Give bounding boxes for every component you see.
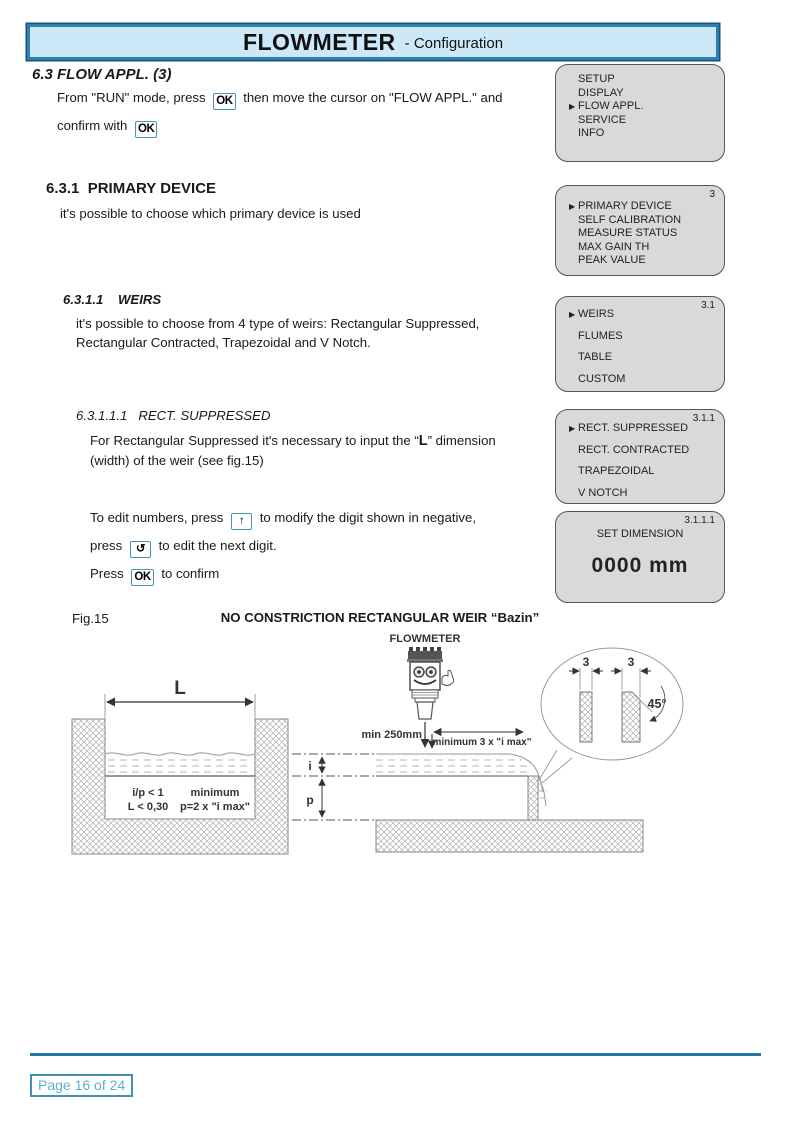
menu-item	[569, 483, 724, 505]
text-run: press	[90, 538, 123, 553]
detail-angle-label: 45°	[647, 697, 667, 711]
flowmeter-label: FLOWMETER	[389, 633, 461, 645]
text-line	[90, 564, 560, 586]
menu-item-label: FLUMES	[578, 329, 623, 342]
dim-i-label: i	[308, 759, 312, 773]
menu-item-label: SERVICE	[578, 113, 627, 126]
heading-weirs: 6.3.1.1 WEIRS	[63, 292, 162, 307]
menu-item	[569, 254, 724, 268]
text-run: From "RUN" mode, press	[57, 90, 206, 105]
menu-item-selected	[569, 100, 724, 114]
detail-dim2-label: 3	[627, 655, 635, 669]
heading-primary-device: 6.3.1 PRIMARY DEVICE	[46, 180, 217, 197]
menu-item	[569, 326, 724, 348]
minimum-line1: minimum	[190, 787, 240, 799]
menu-item-label: PRIMARY DEVICE	[578, 200, 672, 212]
cursor-spacer	[569, 483, 578, 505]
menu-item-label: CUSTOM	[578, 372, 626, 385]
cursor-icon: ▶	[569, 424, 576, 433]
menu-item-label: RECT. SUPPRESSED	[578, 422, 689, 434]
cursor-icon: ▶	[569, 102, 576, 111]
up-arrow-key-icon: ↑	[231, 513, 252, 530]
figure-label: Fig.15	[72, 611, 109, 626]
text-line	[90, 536, 560, 558]
text-line	[90, 508, 560, 530]
text-run: For Rectangular Suppressed it's necessary to input the “	[90, 433, 419, 448]
menu-item-label: MAX GAIN TH	[578, 240, 650, 253]
text-line: (width) of the weir (see fig.15)	[90, 453, 264, 468]
footer-divider	[30, 1053, 761, 1056]
menu-item	[569, 127, 724, 141]
cursor-spacer	[569, 73, 578, 87]
text-line	[57, 88, 537, 110]
ok-key-icon: OK	[213, 93, 235, 110]
cursor-spacer	[569, 440, 578, 462]
text-run: to confirm	[161, 566, 220, 581]
cursor-spacer	[569, 369, 578, 391]
level-dimensions	[292, 754, 376, 820]
paragraph-edit-numbers	[90, 508, 560, 592]
menu-item	[569, 87, 724, 101]
menu-level-number: 3	[709, 189, 715, 200]
text-run: confirm with	[57, 118, 128, 133]
minimum-line2: p=2 x "i max"	[179, 801, 251, 813]
lcd-menu-main	[555, 64, 725, 162]
lcd-menu-primary-device	[555, 296, 725, 392]
cursor-spacer	[569, 127, 578, 141]
page-subtitle: - Configuration	[404, 35, 504, 52]
menu-item-label: SETUP	[578, 73, 615, 85]
menu-item-label: TABLE	[578, 351, 613, 363]
cursor-spacer	[569, 114, 578, 128]
text-line	[90, 431, 550, 451]
menu-item	[569, 214, 724, 228]
menu-item-label: V NOTCH	[578, 486, 628, 499]
cursor-spacer	[569, 347, 578, 369]
menu-item-label: FLOW APPL.	[578, 100, 644, 112]
menu-item	[569, 369, 724, 391]
cursor-spacer	[569, 214, 578, 228]
set-dimension-value: 0000 mm	[591, 554, 689, 577]
menu-item-label: RECT. CONTRACTED	[578, 443, 690, 456]
menu-item	[569, 461, 724, 483]
side-view	[376, 754, 643, 852]
figure-diagram	[60, 628, 720, 884]
menu-item-label: MEASURE STATUS	[578, 227, 678, 239]
paragraph-weirs: it's possible to choose from 4 type of weirs: Rectangular Suppressed, Rectangular Contracted, Trapezoidal and V Notch.	[76, 316, 480, 350]
menu-item	[569, 73, 724, 87]
menu-level-number: 3.1.1.1	[684, 515, 715, 526]
cursor-icon: ▶	[569, 202, 576, 211]
text-run: Press	[90, 566, 124, 581]
rotate-key-icon: ↺	[130, 541, 151, 558]
heading-rect-suppressed: 6.3.1.1.1 RECT. SUPPRESSED	[76, 408, 271, 423]
page-title: FLOWMETER	[242, 28, 396, 55]
ok-key-icon: OK	[131, 569, 153, 586]
cursor-spacer	[569, 241, 578, 255]
menu-item-label: INFO	[578, 127, 605, 139]
condition-line2: L < 0,30	[127, 801, 169, 813]
cursor-spacer	[569, 254, 578, 268]
page-header	[27, 24, 719, 60]
min-horizontal-label: minimum 3 x "i max"	[432, 737, 532, 748]
detail-dim1-label: 3	[582, 655, 590, 669]
text-run: ” dimension	[427, 433, 496, 448]
menu-item	[569, 347, 724, 369]
text-run: to modify the digit shown in negative,	[259, 510, 477, 525]
cursor-icon: ▶	[569, 310, 576, 319]
paragraph-flow-appl	[57, 88, 537, 144]
paragraph-rect-suppressed	[90, 431, 550, 470]
cursor-spacer	[569, 326, 578, 348]
menu-item-label: WEIRS	[578, 308, 615, 320]
distance-annotations	[361, 729, 531, 748]
text-run: then move the cursor on "FLOW APPL." and	[243, 90, 503, 105]
lcd-menu-set-dimension	[555, 511, 725, 603]
heading-flow-appl: 6.3 FLOW APPL. (3)	[32, 66, 172, 83]
menu-item-label: TRAPEZOIDAL	[578, 465, 655, 477]
menu-item-selected	[569, 200, 724, 214]
menu-item-label: SELF CALIBRATION	[578, 213, 682, 226]
menu-item-label: DISPLAY	[578, 86, 624, 99]
detail-balloon	[539, 648, 683, 783]
dimension-letter: L	[418, 433, 428, 449]
page-number-badge: Page 16 of 24	[30, 1074, 133, 1097]
front-view	[72, 678, 288, 854]
dim-L-label: L	[174, 678, 186, 699]
cursor-spacer	[569, 461, 578, 483]
menu-item-label: PEAK VALUE	[578, 254, 646, 266]
condition-line1: i/p < 1	[132, 787, 164, 799]
figure-title: NO CONSTRICTION RECTANGULAR WEIR “Bazin”	[220, 610, 540, 625]
paragraph-primary-device: it's possible to choose which primary device is used	[60, 206, 361, 221]
text-run: To edit numbers, press	[90, 510, 224, 525]
menu-level-number: 3.1	[701, 300, 715, 311]
lcd-menu-flow-appl	[555, 185, 725, 276]
min-distance-label: min 250mm	[361, 729, 422, 741]
cursor-spacer	[569, 87, 578, 101]
menu-item	[569, 241, 724, 255]
ok-key-icon: OK	[135, 121, 157, 138]
menu-item	[569, 227, 724, 241]
menu-item	[569, 440, 724, 462]
lcd-menu-weirs	[555, 409, 725, 504]
menu-item	[569, 114, 724, 128]
text-run: to edit the next digit.	[158, 538, 277, 553]
menu-level-number: 3.1.1	[692, 413, 715, 424]
set-dimension-title: SET DIMENSION	[596, 528, 684, 540]
dim-p-label: p	[306, 793, 314, 807]
text-line	[57, 116, 537, 138]
cursor-spacer	[569, 227, 578, 241]
